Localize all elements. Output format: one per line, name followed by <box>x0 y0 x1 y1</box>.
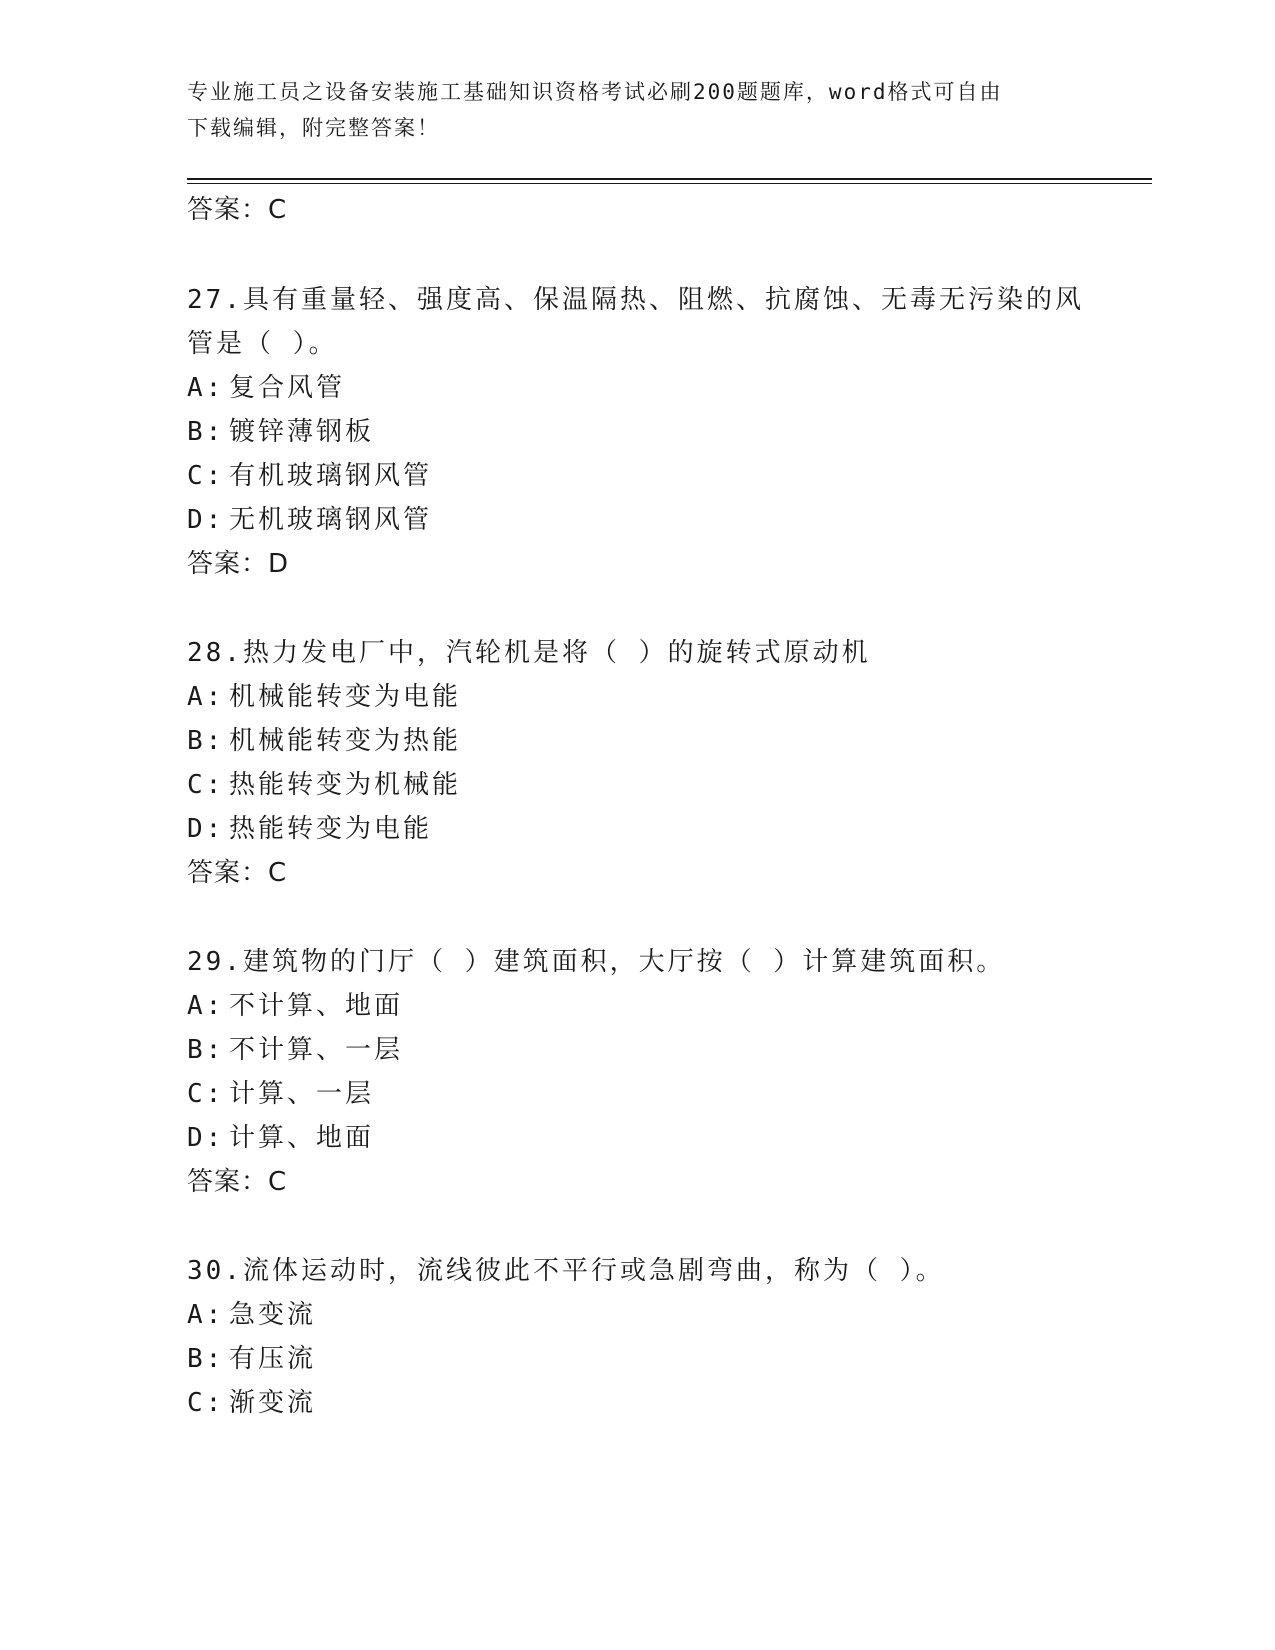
question-27-option-a <box>187 368 345 408</box>
option-text: 不计算、地面 <box>229 991 404 1021</box>
header-line-2: 下载编辑，附完整答案！ <box>187 116 440 140</box>
option-text: 复合风管 <box>229 373 346 403</box>
option-text: 不计算、一层 <box>229 1035 404 1065</box>
header-divider-thin <box>187 183 1152 184</box>
option-letter: A: <box>187 682 225 712</box>
previous-answer: 答案：C <box>187 195 288 225</box>
question-29-option-b <box>187 1030 403 1070</box>
question-28-stem-line-1: 28.热力发电厂中，汽轮机是将（ ）的旋转式原动机 <box>187 638 871 668</box>
option-letter: C: <box>187 1388 225 1418</box>
option-text: 渐变流 <box>229 1388 317 1418</box>
question-30-stem-line-1: 30.流体运动时，流线彼此不平行或急剧弯曲，称为（ ）。 <box>187 1256 945 1286</box>
question-29-option-d <box>187 1118 374 1158</box>
question-27-stem-line-1: 27.具有重量轻、强度高、保温隔热、阻燃、抗腐蚀、无毒无污染的风 <box>187 285 1084 315</box>
question-27-option-b <box>187 412 374 452</box>
option-letter: D: <box>187 505 225 535</box>
question-27-option-c <box>187 456 432 496</box>
option-letter: B: <box>187 1344 225 1374</box>
question-27-answer: 答案：D <box>187 549 290 579</box>
option-text: 无机玻璃钢风管 <box>229 505 433 535</box>
option-letter: A: <box>187 991 225 1021</box>
question-29-answer: 答案：C <box>187 1167 288 1197</box>
question-28-option-c <box>187 765 461 805</box>
document-header <box>187 74 1087 146</box>
question-30-option-b <box>187 1339 316 1379</box>
question-29-option-a <box>187 986 403 1026</box>
question-30-option-a <box>187 1295 316 1335</box>
option-text: 有压流 <box>229 1344 317 1374</box>
option-text: 计算、一层 <box>229 1079 375 1109</box>
option-text: 机械能转变为热能 <box>229 726 462 756</box>
option-letter: B: <box>187 726 225 756</box>
question-30-option-c <box>187 1383 316 1423</box>
question-28-option-b <box>187 721 461 761</box>
option-text: 计算、地面 <box>229 1123 375 1153</box>
option-text: 有机玻璃钢风管 <box>229 461 433 491</box>
option-text: 急变流 <box>229 1300 317 1330</box>
header-divider-thick <box>187 178 1152 180</box>
question-28-answer: 答案：C <box>187 858 288 888</box>
option-letter: D: <box>187 814 225 844</box>
option-letter: C: <box>187 461 225 491</box>
option-text: 镀锌薄钢板 <box>229 417 375 447</box>
option-text: 热能转变为机械能 <box>229 770 462 800</box>
option-letter: B: <box>187 1035 225 1065</box>
question-27-option-d <box>187 500 432 540</box>
option-letter: A: <box>187 373 225 403</box>
option-letter: B: <box>187 417 225 447</box>
option-letter: A: <box>187 1300 225 1330</box>
option-letter: C: <box>187 1079 225 1109</box>
option-letter: D: <box>187 1123 225 1153</box>
question-28-option-a <box>187 677 461 717</box>
question-29-option-c <box>187 1074 374 1114</box>
question-27-stem-line-2: 管是（ ）。 <box>187 329 338 359</box>
question-28-option-d <box>187 809 432 849</box>
option-letter: C: <box>187 770 225 800</box>
header-line-1: 专业施工员之设备安装施工基础知识资格考试必刷200题题库，word格式可自由 <box>187 80 1003 104</box>
option-text: 机械能转变为电能 <box>229 682 462 712</box>
option-text: 热能转变为电能 <box>229 814 433 844</box>
question-29-stem-line-1: 29.建筑物的门厅（ ）建筑面积，大厅按（ ）计算建筑面积。 <box>187 947 1006 977</box>
